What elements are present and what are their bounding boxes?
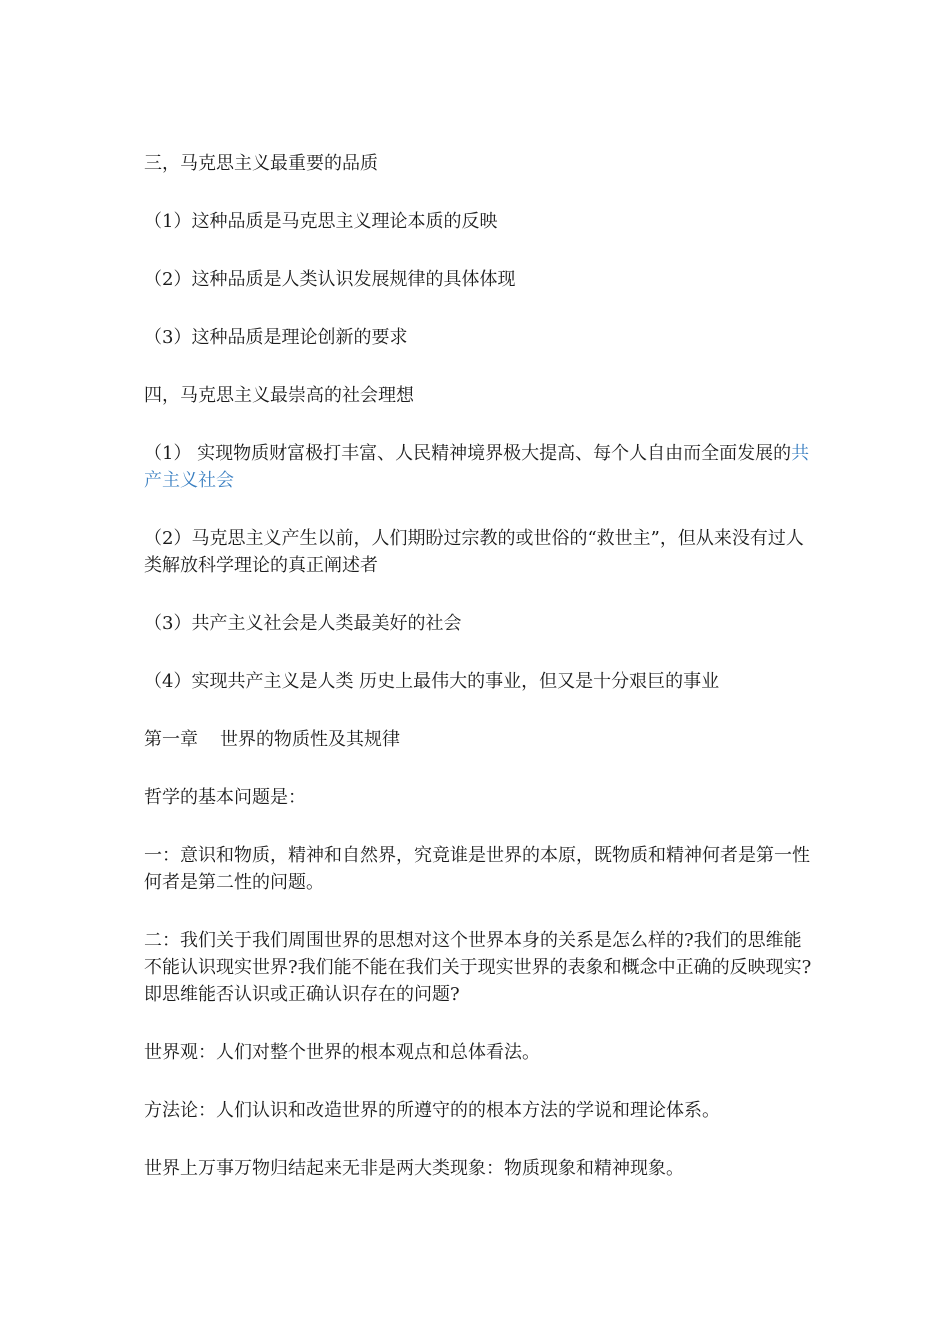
section-3-item-2: （2）这种品质是人类认识发展规律的具体体现: [144, 269, 516, 290]
document-body: [144, 150, 814, 1213]
phenomena-statement: 世界上万事万物归结起来无非是两大类现象：物质现象和精神现象。: [144, 1158, 684, 1179]
section-4-item-1: [144, 440, 814, 494]
basic-question-2: 二：我们关于我们周围世界的思想对这个世界本身的关系是怎么样的?我们的思维能不能认识现实世界?我们能不能在我们关于现实世界的表象和概念中正确的反映现实?即思维能否认识或正确认识存在的问题?: [144, 930, 812, 1005]
chapter-heading: [144, 726, 814, 753]
section-3-title: 三，马克思主义最重要的品质: [144, 153, 378, 174]
section-4-item-4: （4）实现共产主义是人类 历史上最伟大的事业，但又是十分艰巨的事业: [144, 671, 720, 692]
communist-society-link[interactable]: 共产主义社会: [144, 443, 810, 491]
chapter-title: 世界的物质性及其规律: [220, 729, 400, 750]
methodology-definition: 方法论：人们认识和改造世界的所遵守的的根本方法的学说和理论体系。: [144, 1100, 720, 1121]
section-4-title: 四，马克思主义最崇高的社会理想: [144, 385, 414, 406]
section-3-item-1: （1）这种品质是马克思主义理论本质的反映: [144, 211, 498, 232]
section-4-item-3: （3）共产主义社会是人类最美好的社会: [144, 613, 462, 634]
basic-question-label: 哲学的基本问题是：: [144, 787, 306, 808]
section-3-item-3: （3）这种品质是理论创新的要求: [144, 327, 408, 348]
section-4-item-2: （2）马克思主义产生以前，人们期盼过宗教的或世俗的“救世主”，但从来没有过人类解放科学理论的真正阐述者: [144, 528, 804, 576]
section-4-item-1-text: （1） 实现物质财富极打丰富、人民精神境界极大提高、每个人自由而全面发展的: [144, 443, 792, 464]
basic-question-1: 一：意识和物质，精神和自然界，究竟谁是世界的本原，既物质和精神何者是第一性何者是第二性的问题。: [144, 845, 810, 893]
chapter-label: 第一章: [144, 729, 198, 750]
worldview-definition: 世界观：人们对整个世界的根本观点和总体看法。: [144, 1042, 540, 1063]
